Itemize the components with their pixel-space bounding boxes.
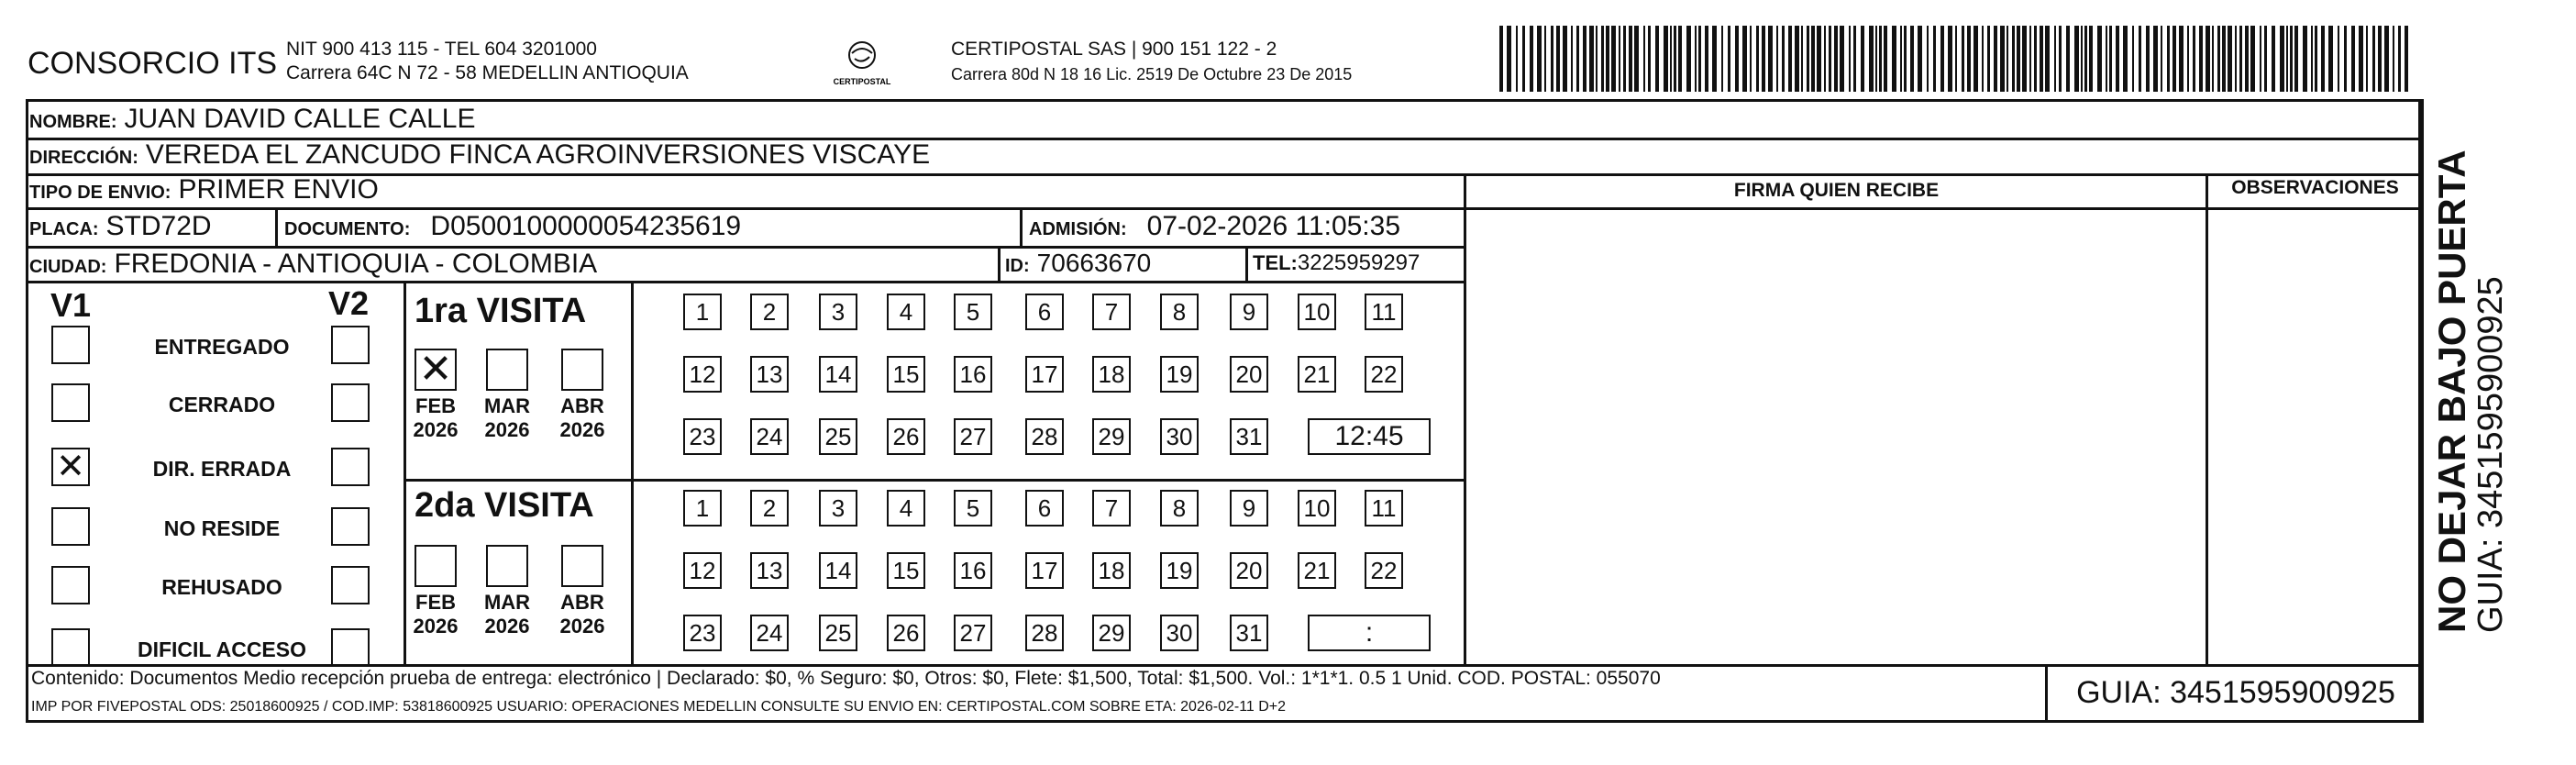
month-year: 2026 [484, 615, 530, 638]
barcode-bar [1678, 26, 1682, 92]
barcode-bar [1900, 26, 1902, 92]
barcode-bar [1762, 26, 1765, 92]
barcode-bar [1884, 26, 1887, 92]
barcode-bar [1629, 26, 1632, 92]
day-box[interactable]: 13 [750, 552, 789, 589]
barcode-bar [2045, 26, 2050, 92]
barcode-bar [1606, 26, 1609, 92]
barcode-bar [1670, 26, 1672, 92]
barcode-bar [1756, 26, 1759, 92]
month-name: ABR [560, 394, 604, 417]
barcode [1499, 26, 2416, 92]
barcode-bar [1869, 26, 1874, 92]
barcode-bar [1695, 26, 1697, 92]
barcode-bar [1994, 26, 1997, 92]
month-year: 2026 [413, 615, 459, 638]
day-box[interactable]: 18 [1092, 356, 1131, 393]
day-box[interactable]: 16 [954, 552, 992, 589]
barcode-bar [2146, 26, 2150, 92]
carrier-address: Carrera 80d N 18 16 Lic. 2519 De Octubre 23 De 2015 [951, 65, 1353, 83]
barcode-bar [2344, 26, 2347, 92]
day-box[interactable]: 7 [1092, 294, 1131, 330]
month-name: FEB [415, 394, 456, 417]
barcode-bar [2264, 26, 2267, 92]
id-value: 70663670 [1036, 249, 1152, 277]
barcode-bar [2187, 26, 2189, 92]
barcode-bar [2366, 26, 2368, 92]
barcode-bar [2081, 26, 2083, 92]
barcode-bar [1933, 26, 1936, 92]
day-box[interactable]: 24 [750, 418, 789, 455]
day-box[interactable]: 15 [887, 356, 925, 393]
document-value: D0500100000054235619 [430, 211, 742, 241]
day-box[interactable]: 9 [1230, 294, 1268, 330]
month-name: ABR [560, 591, 604, 614]
day-box[interactable]: 8 [1160, 490, 1199, 527]
barcode-bar [1589, 26, 1594, 92]
carrier-line: CERTIPOSTAL SAS | 900 151 122 - 2 [951, 39, 1277, 60]
barcode-bar [1879, 26, 1882, 92]
barcode-bar [1712, 26, 1717, 92]
barcode-bar [2260, 26, 2261, 92]
barcode-bar [1910, 26, 1914, 92]
barcode-bar [1571, 26, 1573, 92]
v1-checkbox[interactable] [51, 628, 90, 667]
barcode-bar [2311, 26, 2313, 92]
day-box[interactable]: 7 [1092, 490, 1131, 527]
v2-checkbox[interactable] [331, 507, 370, 546]
barcode-bar [1853, 26, 1856, 92]
barcode-bar [2167, 26, 2170, 92]
signature-header: FIRMA QUIEN RECIBE [1733, 180, 1940, 201]
barcode-bar [2378, 26, 2382, 92]
barcode-bar [1962, 26, 1964, 92]
admission-cell [1029, 211, 1400, 242]
barcode-bar [1674, 26, 1676, 92]
month-year: 2026 [484, 418, 530, 441]
day-box[interactable]: 23 [683, 615, 722, 651]
name-row [29, 104, 475, 135]
city-value: FREDONIA - ANTIOQUIA - COLOMBIA [114, 249, 598, 279]
barcode-bar [1664, 26, 1668, 92]
month-checkbox[interactable] [486, 349, 528, 391]
day-box[interactable]: 4 [887, 490, 925, 527]
day-box[interactable]: 8 [1160, 294, 1199, 330]
day-box[interactable]: 21 [1298, 552, 1336, 589]
day-box[interactable]: 14 [819, 356, 857, 393]
day-box[interactable]: 5 [954, 294, 992, 330]
v1-checkbox[interactable] [51, 383, 90, 422]
barcode-bar [2012, 26, 2015, 92]
admission-value: 07-02-2026 11:05:35 [1146, 211, 1401, 241]
recipient-name: JUAN DAVID CALLE CALLE [124, 104, 476, 134]
barcode-bar [1840, 26, 1844, 92]
month-name: MAR [483, 394, 531, 417]
day-box[interactable]: 16 [954, 356, 992, 393]
month-year: 2026 [413, 418, 459, 441]
day-box[interactable]: 29 [1092, 418, 1131, 455]
day-box[interactable]: 24 [750, 615, 789, 651]
barcode-bar [2123, 26, 2128, 92]
plate-value: STD72D [105, 211, 212, 241]
barcode-bar [1824, 26, 1826, 92]
day-box[interactable]: 18 [1092, 552, 1131, 589]
recipient-address: VEREDA EL ZANCUDO FINCA AGROINVERSIONES VISCAYE [145, 139, 931, 170]
day-box[interactable]: 10 [1298, 294, 1336, 330]
name-label: NOMBRE: [29, 112, 117, 132]
day-box[interactable]: 23 [683, 418, 722, 455]
barcode-bar [2239, 26, 2242, 92]
logo-text: CERTIPOSTAL [833, 77, 891, 86]
day-box[interactable]: 19 [1160, 552, 1199, 589]
barcode-bar [1619, 26, 1620, 92]
barcode-bar [1583, 26, 1587, 92]
barcode-bar [1940, 26, 1944, 92]
day-box[interactable]: 28 [1025, 418, 1064, 455]
barcode-bar [2161, 26, 2162, 92]
day-box[interactable]: 2 [750, 294, 789, 330]
barcode-bar [1801, 26, 1803, 92]
reason-label: REHUSADO [161, 575, 282, 599]
reason-label: CERRADO [168, 393, 276, 416]
city-cell [29, 249, 597, 280]
day-box[interactable]: 9 [1230, 490, 1268, 527]
barcode-bar [2132, 26, 2134, 92]
reason-label: NO RESIDE [163, 516, 281, 540]
day-box[interactable]: 14 [819, 552, 857, 589]
day-box[interactable]: 12 [683, 356, 722, 393]
day-box[interactable]: 13 [750, 356, 789, 393]
address-label: DIRECCIÓN: [29, 148, 138, 168]
barcode-bar [2245, 26, 2249, 92]
barcode-bar [1530, 26, 1533, 92]
barcode-bar [2034, 26, 2037, 92]
address-row [29, 139, 930, 171]
day-box[interactable]: 6 [1025, 294, 1064, 330]
day-box[interactable]: 31 [1230, 418, 1268, 455]
barcode-bar [2199, 26, 2203, 92]
document-cell [284, 211, 741, 242]
v2-checkbox[interactable] [331, 326, 370, 364]
phone-value: 3225959297 [1297, 250, 1421, 275]
barcode-bar [1973, 26, 1978, 92]
barcode-bar [1563, 26, 1567, 92]
barcode-bar [2007, 26, 2008, 92]
v1-checkbox[interactable] [51, 566, 90, 604]
month-checkbox[interactable] [415, 545, 457, 587]
barcode-bar [2172, 26, 2176, 92]
day-box[interactable]: 27 [954, 615, 992, 651]
day-box[interactable]: 1 [683, 294, 722, 330]
side-guide-number: GUIA: 3451595900925 [2471, 276, 2510, 633]
barcode-bar [1686, 26, 1691, 92]
month-year: 2026 [559, 615, 605, 638]
barcode-bar [1522, 26, 1525, 92]
day-box[interactable]: 27 [954, 418, 992, 455]
month-checkbox[interactable]: ✕ [415, 349, 457, 391]
barcode-bar [2398, 26, 2401, 92]
barcode-bar [1537, 26, 1542, 92]
barcode-bar [2109, 26, 2112, 92]
v1-checkbox[interactable]: ✕ [51, 448, 90, 486]
month-name: MAR [483, 591, 531, 614]
barcode-bar [2106, 26, 2107, 92]
barcode-bar [2222, 26, 2226, 92]
month-name: FEB [415, 591, 456, 614]
barcode-bar [2315, 26, 2317, 92]
barcode-bar [1987, 26, 1990, 92]
time-box[interactable]: : [1308, 615, 1431, 651]
barcode-bar [1918, 26, 1922, 92]
barcode-bar [1499, 26, 1503, 92]
certipostal-logo [830, 37, 894, 90]
barcode-bar [1967, 26, 1971, 92]
barcode-bar [2089, 26, 2093, 92]
barcode-bar [1768, 26, 1773, 92]
v2-checkbox[interactable] [331, 383, 370, 422]
barcode-bar [2000, 26, 2005, 92]
day-box[interactable]: 3 [819, 490, 857, 527]
reason-label: ENTREGADO [154, 335, 290, 359]
day-box[interactable]: 15 [887, 552, 925, 589]
barcode-bar [1829, 26, 1831, 92]
barcode-bar [1834, 26, 1838, 92]
barcode-bar [2235, 26, 2237, 92]
day-box[interactable]: 29 [1092, 615, 1131, 651]
first-visit-title: 1ra VISITA [415, 292, 587, 330]
phone-cell [1253, 250, 1420, 276]
footer-imp-line: IMP POR FIVEPOSTAL ODS: 25018600925 / COD.IMP: 53818600925 USUARIO: OPERACIONES MEDELLIN CONSULTE SU ENVIO EN: CERTIPOSTAL.COM SOBRE ETA: 2026-02-11 D+2 [31, 699, 1287, 715]
second-visit-title: 2da VISITA [415, 486, 594, 525]
footer-content-line: Contenido: Documentos Medio recepción prueba de entrega: electrónico | Declarado: $0, % Seguro: $0, Otros: $0, Flete: $1,500, Total: $1,500. Vol.: 1*1*1. 0.5 1 Unid. COD. POSTAL: 055070 [31, 668, 1661, 689]
barcode-bar [1516, 26, 1518, 92]
day-box[interactable]: 26 [887, 615, 925, 651]
barcode-bar [2384, 26, 2389, 92]
v2-checkbox[interactable] [331, 628, 370, 667]
id-label: ID: [1005, 256, 1030, 276]
barcode-bar [2059, 26, 2062, 92]
day-box[interactable]: 6 [1025, 490, 1064, 527]
barcode-bar [1782, 26, 1785, 92]
barcode-bar [2217, 26, 2220, 92]
day-box[interactable]: 30 [1160, 418, 1199, 455]
barcode-bar [2286, 26, 2288, 92]
day-box[interactable]: 22 [1365, 356, 1403, 393]
barcode-bar [2029, 26, 2031, 92]
barcode-bar [2393, 26, 2394, 92]
barcode-bar [1601, 26, 1604, 92]
barcode-bar [1875, 26, 1877, 92]
barcode-bar [2153, 26, 2158, 92]
barcode-bar [2116, 26, 2119, 92]
plate-label: PLACA: [29, 219, 99, 239]
barcode-bar [1955, 26, 1957, 92]
footer-guide: GUIA: 3451595900925 [2076, 675, 2395, 710]
barcode-bar [1982, 26, 1984, 92]
observations-header: OBSERVACIONES [2231, 177, 2399, 198]
barcode-bar [1721, 26, 1723, 92]
barcode-bar [2290, 26, 2293, 92]
barcode-bar [2272, 26, 2275, 92]
barcode-bar [2054, 26, 2056, 92]
barcode-bar [1634, 26, 1639, 92]
shipment-type: PRIMER ENVIO [178, 174, 379, 205]
barcode-bar [1795, 26, 1799, 92]
company-name: CONSORCIO ITS [28, 46, 278, 81]
day-box[interactable]: 4 [887, 294, 925, 330]
barcode-bar [2280, 26, 2284, 92]
barcode-bar [2206, 26, 2210, 92]
barcode-bar [2179, 26, 2184, 92]
barcode-bar [2294, 26, 2298, 92]
day-box[interactable]: 31 [1230, 615, 1268, 651]
barcode-bar [1596, 26, 1598, 92]
day-box[interactable]: 3 [819, 294, 857, 330]
reason-label: DIR. ERRADA [152, 457, 292, 481]
barcode-bar [2228, 26, 2232, 92]
barcode-bar [2017, 26, 2020, 92]
plate-cell [29, 211, 212, 242]
day-box[interactable]: 5 [954, 490, 992, 527]
barcode-bar [1849, 26, 1851, 92]
barcode-bar [2338, 26, 2339, 92]
barcode-bar [1728, 26, 1730, 92]
v2-checkbox[interactable] [331, 448, 370, 486]
barcode-bar [1788, 26, 1792, 92]
day-box[interactable]: 25 [819, 418, 857, 455]
month-checkbox[interactable] [486, 545, 528, 587]
barcode-bar [2074, 26, 2079, 92]
barcode-bar [1742, 26, 1747, 92]
day-box[interactable]: 11 [1365, 490, 1403, 527]
barcode-bar [2040, 26, 2043, 92]
barcode-bar [1904, 26, 1907, 92]
day-box[interactable]: 11 [1365, 294, 1403, 330]
barcode-bar [1648, 26, 1651, 92]
barcode-bar [1655, 26, 1659, 92]
barcode-bar [2405, 26, 2408, 92]
day-box[interactable]: 21 [1298, 356, 1336, 393]
id-cell [1005, 249, 1151, 278]
day-box[interactable]: 10 [1298, 490, 1336, 527]
document-label: DOCUMENTO: [284, 219, 411, 239]
barcode-bar [2372, 26, 2375, 92]
day-box[interactable]: 17 [1025, 552, 1064, 589]
barcode-bar [2022, 26, 2027, 92]
v1-header: V1 [50, 286, 92, 324]
day-box[interactable]: 12 [683, 552, 722, 589]
barcode-bar [2328, 26, 2333, 92]
company-nit: NIT 900 413 115 - TEL 604 3201000 [286, 39, 597, 60]
barcode-bar [1698, 26, 1701, 92]
barcode-bar [1892, 26, 1896, 92]
phone-label: TEL: [1253, 251, 1298, 274]
barcode-bar [1817, 26, 1821, 92]
v1-checkbox[interactable] [51, 326, 90, 364]
barcode-bar [1948, 26, 1952, 92]
barcode-bar [2066, 26, 2070, 92]
barcode-bar [2097, 26, 2102, 92]
day-box[interactable]: 2 [750, 490, 789, 527]
barcode-bar [2351, 26, 2355, 92]
barcode-bar [1735, 26, 1739, 92]
day-box[interactable]: 26 [887, 418, 925, 455]
day-box[interactable]: 20 [1230, 552, 1268, 589]
barcode-bar [1643, 26, 1645, 92]
barcode-bar [1861, 26, 1864, 92]
admission-label: ADMISIÓN: [1029, 219, 1127, 239]
barcode-bar [2193, 26, 2195, 92]
barcode-bar [1750, 26, 1752, 92]
barcode-bar [1623, 26, 1626, 92]
v2-checkbox[interactable] [331, 566, 370, 604]
month-year: 2026 [559, 418, 605, 441]
time-box[interactable]: 12:45 [1308, 418, 1431, 455]
day-box[interactable]: 28 [1025, 615, 1064, 651]
v2-header: V2 [328, 284, 370, 322]
barcode-bar [2321, 26, 2325, 92]
reason-label: DIFICIL ACCESO [137, 638, 306, 661]
barcode-bar [2084, 26, 2087, 92]
barcode-bar [1927, 26, 1929, 92]
type-row [29, 174, 379, 205]
barcode-bar [2212, 26, 2214, 92]
side-text [2432, 150, 2509, 633]
barcode-bar [2359, 26, 2363, 92]
day-box[interactable]: 25 [819, 615, 857, 651]
barcode-bar [1556, 26, 1560, 92]
month-checkbox[interactable] [561, 545, 603, 587]
barcode-bar [1807, 26, 1809, 92]
day-box[interactable]: 17 [1025, 356, 1064, 393]
barcode-bar [2303, 26, 2307, 92]
barcode-bar [2139, 26, 2141, 92]
day-box[interactable]: 19 [1160, 356, 1199, 393]
barcode-bar [1551, 26, 1553, 92]
barcode-bar [1576, 26, 1579, 92]
barcode-bar [2250, 26, 2255, 92]
no-under-door-warning: NO DEJAR BAJO PUERTA [2430, 150, 2473, 633]
day-box[interactable]: 20 [1230, 356, 1268, 393]
barcode-bar [1776, 26, 1778, 92]
barcode-bar [1611, 26, 1616, 92]
barcode-bar [1811, 26, 1815, 92]
barcode-bar [1705, 26, 1708, 92]
month-checkbox[interactable] [561, 349, 603, 391]
day-box[interactable]: 1 [683, 490, 722, 527]
barcode-bar [1507, 26, 1511, 92]
day-box[interactable]: 30 [1160, 615, 1199, 651]
city-label: CIUDAD: [29, 257, 107, 277]
day-box[interactable]: 22 [1365, 552, 1403, 589]
v1-checkbox[interactable] [51, 507, 90, 546]
type-label: TIPO DE ENVIO: [29, 183, 171, 203]
company-address: Carrera 64C N 72 - 58 MEDELLIN ANTIOQUIA [286, 62, 689, 83]
barcode-bar [1544, 26, 1546, 92]
